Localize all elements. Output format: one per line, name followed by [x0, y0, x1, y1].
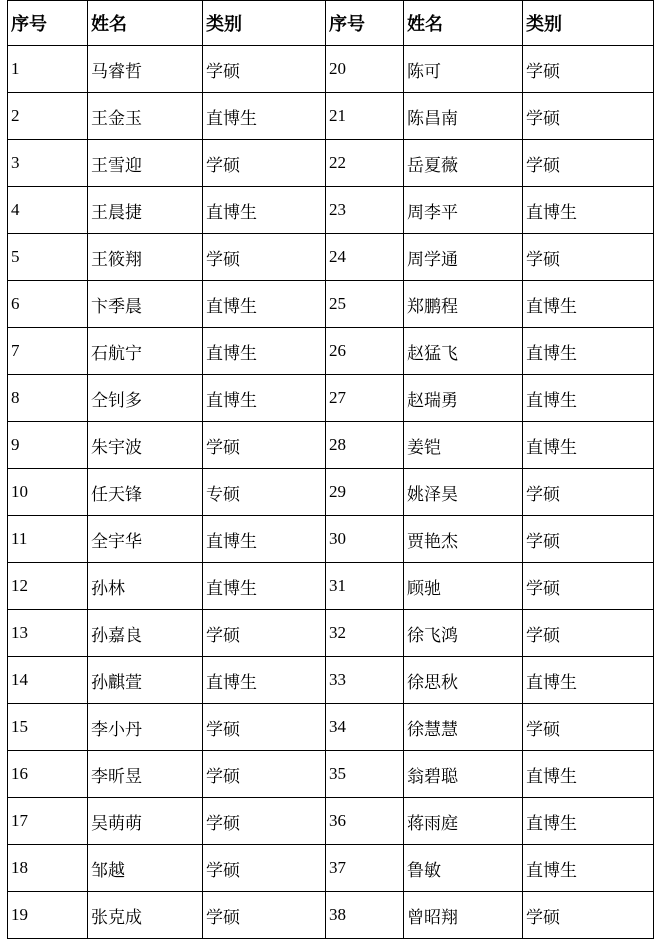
right-name-cell: 徐飞鸿: [404, 610, 523, 657]
right-name-cell: 郑鹏程: [404, 281, 523, 328]
left-name-cell: 孙嘉良: [88, 610, 203, 657]
left-type-cell: 学硕: [203, 140, 326, 187]
table-row: [8, 328, 654, 375]
right-type-cell: 学硕: [523, 93, 654, 140]
right-seq-cell: 20: [326, 46, 404, 93]
left-seq-cell: 13: [8, 610, 88, 657]
left-seq-cell: 10: [8, 469, 88, 516]
left-seq-cell: 15: [8, 704, 88, 751]
right-name-cell: 赵猛飞: [404, 328, 523, 375]
left-name-cell: 孙林: [88, 563, 203, 610]
right-type-cell: 直博生: [523, 187, 654, 234]
right-name-cell: 姚泽昊: [404, 469, 523, 516]
right-seq-cell: 38: [326, 892, 404, 939]
left-name-cell: 卞季晨: [88, 281, 203, 328]
right-type-cell: 直博生: [523, 798, 654, 845]
left-seq-cell: 3: [8, 140, 88, 187]
right-name-cell: 贾艳杰: [404, 516, 523, 563]
left-type-cell: 学硕: [203, 892, 326, 939]
right-name-cell: 顾驰: [404, 563, 523, 610]
right-seq-cell: 30: [326, 516, 404, 563]
left-name-cell: 朱宇波: [88, 422, 203, 469]
left-seq-cell: 7: [8, 328, 88, 375]
left-name-cell: 王金玉: [88, 93, 203, 140]
table-row: [8, 234, 654, 281]
right-seq-cell: 23: [326, 187, 404, 234]
left-type-cell: 直博生: [203, 516, 326, 563]
left-name-cell: 全宇华: [88, 516, 203, 563]
left-name-cell: 仝钊多: [88, 375, 203, 422]
right-type-cell: 学硕: [523, 516, 654, 563]
left-type-cell: 学硕: [203, 610, 326, 657]
right-name-cell: 鲁敏: [404, 845, 523, 892]
right-type-cell: 直博生: [523, 845, 654, 892]
left-type-cell: 直博生: [203, 375, 326, 422]
right-seq-cell: 29: [326, 469, 404, 516]
left-name-cell: 李昕昱: [88, 751, 203, 798]
right-name-cell: 徐思秋: [404, 657, 523, 704]
right-name-cell: 徐慧慧: [404, 704, 523, 751]
left-seq-cell: 2: [8, 93, 88, 140]
right-type-cell: 直博生: [523, 281, 654, 328]
right-type-cell: 直博生: [523, 328, 654, 375]
left-name-cell: 王筱翔: [88, 234, 203, 281]
header-row: [8, 1, 654, 46]
left-name-cell: 邹越: [88, 845, 203, 892]
header-name-left: 姓名: [88, 1, 203, 46]
left-type-cell: 直博生: [203, 187, 326, 234]
right-type-cell: 直博生: [523, 657, 654, 704]
header-type-left: 类别: [203, 1, 326, 46]
right-seq-cell: 28: [326, 422, 404, 469]
right-seq-cell: 27: [326, 375, 404, 422]
left-name-cell: 石航宁: [88, 328, 203, 375]
table-row: [8, 187, 654, 234]
right-type-cell: 学硕: [523, 469, 654, 516]
right-seq-cell: 33: [326, 657, 404, 704]
header-type-right: 类别: [523, 1, 654, 46]
left-type-cell: 学硕: [203, 845, 326, 892]
right-name-cell: 周学通: [404, 234, 523, 281]
left-type-cell: 直博生: [203, 281, 326, 328]
right-seq-cell: 21: [326, 93, 404, 140]
table-row: [8, 657, 654, 704]
table-row: [8, 798, 654, 845]
table-row: [8, 516, 654, 563]
table-row: [8, 375, 654, 422]
student-roster-table: [7, 0, 654, 939]
right-name-cell: 姜铠: [404, 422, 523, 469]
left-seq-cell: 1: [8, 46, 88, 93]
right-seq-cell: 36: [326, 798, 404, 845]
header-name-right: 姓名: [404, 1, 523, 46]
left-seq-cell: 19: [8, 892, 88, 939]
table-row: [8, 563, 654, 610]
right-seq-cell: 34: [326, 704, 404, 751]
left-name-cell: 孙麒萱: [88, 657, 203, 704]
left-name-cell: 张克成: [88, 892, 203, 939]
left-type-cell: 学硕: [203, 704, 326, 751]
right-seq-cell: 37: [326, 845, 404, 892]
left-seq-cell: 5: [8, 234, 88, 281]
left-type-cell: 直博生: [203, 93, 326, 140]
right-seq-cell: 22: [326, 140, 404, 187]
right-seq-cell: 24: [326, 234, 404, 281]
table-row: [8, 93, 654, 140]
right-type-cell: 学硕: [523, 704, 654, 751]
table-row: [8, 892, 654, 939]
left-type-cell: 直博生: [203, 657, 326, 704]
left-name-cell: 李小丹: [88, 704, 203, 751]
table-row: [8, 751, 654, 798]
right-type-cell: 学硕: [523, 892, 654, 939]
table-row: [8, 46, 654, 93]
table-row: [8, 281, 654, 328]
right-type-cell: 直博生: [523, 751, 654, 798]
table-row: [8, 845, 654, 892]
left-seq-cell: 9: [8, 422, 88, 469]
table-row: [8, 610, 654, 657]
right-type-cell: 直博生: [523, 375, 654, 422]
right-type-cell: 学硕: [523, 563, 654, 610]
right-name-cell: 曾昭翔: [404, 892, 523, 939]
right-name-cell: 翁碧聪: [404, 751, 523, 798]
table-row: [8, 704, 654, 751]
right-seq-cell: 25: [326, 281, 404, 328]
left-name-cell: 王雪迎: [88, 140, 203, 187]
left-seq-cell: 4: [8, 187, 88, 234]
table-row: [8, 140, 654, 187]
left-type-cell: 直博生: [203, 563, 326, 610]
right-seq-cell: 35: [326, 751, 404, 798]
left-seq-cell: 12: [8, 563, 88, 610]
left-type-cell: 学硕: [203, 751, 326, 798]
left-seq-cell: 16: [8, 751, 88, 798]
right-type-cell: 学硕: [523, 140, 654, 187]
right-type-cell: 学硕: [523, 610, 654, 657]
table-row: [8, 469, 654, 516]
left-seq-cell: 11: [8, 516, 88, 563]
left-seq-cell: 8: [8, 375, 88, 422]
right-name-cell: 陈可: [404, 46, 523, 93]
right-type-cell: 学硕: [523, 234, 654, 281]
right-type-cell: 学硕: [523, 46, 654, 93]
right-name-cell: 蒋雨庭: [404, 798, 523, 845]
left-type-cell: 学硕: [203, 422, 326, 469]
table-row: [8, 422, 654, 469]
left-seq-cell: 17: [8, 798, 88, 845]
left-type-cell: 直博生: [203, 328, 326, 375]
header-seq-right: 序号: [326, 1, 404, 46]
left-seq-cell: 18: [8, 845, 88, 892]
left-name-cell: 王晨捷: [88, 187, 203, 234]
right-type-cell: 直博生: [523, 422, 654, 469]
left-name-cell: 马睿哲: [88, 46, 203, 93]
right-name-cell: 周李平: [404, 187, 523, 234]
right-seq-cell: 31: [326, 563, 404, 610]
left-type-cell: 专硕: [203, 469, 326, 516]
right-seq-cell: 32: [326, 610, 404, 657]
right-name-cell: 岳夏薇: [404, 140, 523, 187]
header-seq-left: 序号: [8, 1, 88, 46]
left-type-cell: 学硕: [203, 234, 326, 281]
left-seq-cell: 14: [8, 657, 88, 704]
left-type-cell: 学硕: [203, 46, 326, 93]
left-type-cell: 学硕: [203, 798, 326, 845]
left-name-cell: 任天锋: [88, 469, 203, 516]
left-name-cell: 吴萌萌: [88, 798, 203, 845]
right-name-cell: 赵瑞勇: [404, 375, 523, 422]
left-seq-cell: 6: [8, 281, 88, 328]
right-name-cell: 陈昌南: [404, 93, 523, 140]
right-seq-cell: 26: [326, 328, 404, 375]
